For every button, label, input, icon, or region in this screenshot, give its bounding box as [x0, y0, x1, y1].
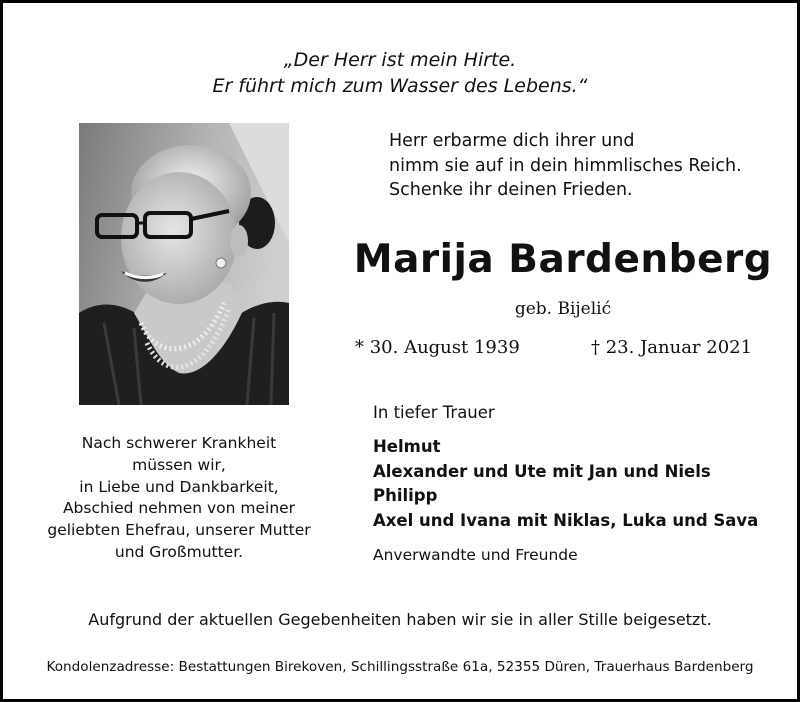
family-member: Philipp [373, 486, 438, 505]
family-member: Helmut [373, 437, 441, 456]
family-list [373, 435, 793, 533]
prayer-text [389, 129, 789, 203]
farewell-line: geliebten Ehefrau, unserer Mutter [47, 521, 311, 540]
farewell-line: und Großmutter. [114, 542, 244, 561]
portrait-photo [79, 123, 289, 405]
farewell-line: müssen wir, [132, 455, 226, 474]
death-date: † 23. Januar 2021 [591, 337, 753, 358]
quote-line-1: „Der Herr ist mein Hirte. [283, 49, 517, 71]
farewell-line: in Liebe und Dankbarkeit, [79, 477, 279, 496]
prayer-line-3: Schenke ihr deinen Frieden. [389, 180, 633, 200]
relatives-text: Anverwandte und Freunde [373, 546, 578, 564]
burial-note: Aufgrund der aktuellen Gegebenheiten haben wir sie in aller Stille beigesetzt. [88, 610, 712, 629]
quote-line-2: Er führt mich zum Wasser des Lebens.“ [212, 75, 588, 97]
farewell-line: Abschied nehmen von meiner [62, 499, 296, 518]
mourning-label: In tiefer Trauer [373, 403, 495, 422]
maiden-name: geb. Bijelić [514, 299, 612, 319]
family-member: Axel und Ivana mit Niklas, Luka und Sava [373, 510, 759, 530]
prayer-line-1: Herr erbarme dich ihrer und [389, 131, 635, 151]
portrait-image [79, 123, 289, 405]
condolence-address: Kondolenzadresse: Bestattungen Birekoven, Schillingsstraße 61a, 52355 Düren, Trauerhaus Bardenberg [46, 659, 754, 675]
bible-quote [3, 47, 797, 99]
family-member: Alexander und Ute mit Jan und Niels [373, 461, 711, 481]
farewell-line: Nach schwerer Krankheit [81, 434, 277, 452]
deceased-name: Marija Bardenberg [353, 237, 773, 282]
birth-date: * 30. August 1939 [355, 337, 520, 358]
farewell-text [9, 433, 349, 564]
prayer-line-2: nimm sie auf in dein himmlisches Reich. [389, 155, 742, 176]
